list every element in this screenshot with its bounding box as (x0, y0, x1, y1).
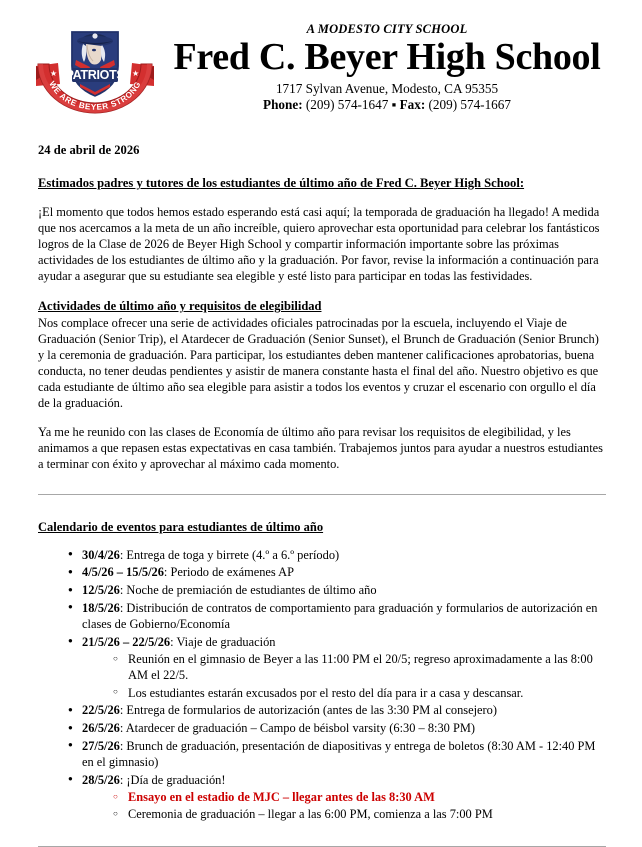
letter-salutation: Estimados padres y tutores de los estudiantes de último año de Fred C. Beyer High School: (38, 176, 525, 191)
fax-value: (209) 574-1667 (428, 97, 511, 113)
fax-label: Fax: (399, 97, 426, 113)
event-date: 12/5/26 (82, 583, 120, 598)
event-item (68, 582, 606, 598)
eligibility-section-heading: Actividades de último año y requisitos de elegibilidad (38, 299, 322, 314)
star-left-icon: ★ (50, 69, 58, 78)
event-description: : ¡Día de graduación! (119, 772, 226, 787)
event-date: 22/5/26 (82, 703, 120, 718)
event-sub-item: ○ Ensayo en el estadio de MJC – llegar antes de las 8:30 AM (113, 789, 606, 805)
patriots-logo-icon (30, 14, 160, 122)
event-sub-item: ○ Reunión en el gimnasio de Beyer a las 11:00 PM el 20/5; regreso aproximadamente a las 8:00 AM el 22/5. (113, 651, 606, 684)
event-description: : Viaje de graduación (170, 634, 276, 649)
calendar-heading: Calendario de eventos para estudiantes de último año (38, 519, 324, 534)
event-item (68, 738, 606, 771)
event-item (68, 772, 606, 823)
event-item (68, 600, 606, 633)
event-date: 28/5/26 (82, 772, 120, 787)
logo-banner-text: WE ARE BEYER STRONG (47, 79, 143, 112)
school-address-block (160, 81, 614, 115)
event-item (68, 547, 606, 563)
event-date: 30/4/26 (82, 547, 120, 562)
event-description: : Atardecer de graduación – Campo de béisbol varsity (6:30 – 8:30 PM) (119, 721, 475, 736)
logo-shield-text: PATRIOTS (65, 68, 125, 82)
contact-separator: ▪ (391, 97, 397, 113)
event-sub-item: ○ Ceremonia de graduación – llegar a las 6:00 PM, comienza a las 7:00 PM (113, 806, 606, 822)
events-list (38, 547, 606, 823)
event-item (68, 702, 606, 718)
event-description: : Distribución de contratos de comportamiento para graduación y formularios de autorización en clases de Gobierno/Economía (82, 600, 598, 632)
school-logo (30, 14, 160, 122)
event-description: : Entrega de toga y birrete (4.º a 6.º período) (119, 547, 340, 562)
event-description: : Entrega de formularios de autorización (antes de las 3:30 PM al consejero) (119, 703, 497, 718)
event-date: 4/5/26 – 15/5/26 (82, 565, 164, 580)
street-address: 1717 Sylvan Avenue, Modesto, CA 95355 (275, 80, 499, 96)
school-name-title: Fred C. Beyer High School (173, 36, 601, 78)
contact-line (160, 97, 614, 114)
star-right-icon: ★ (132, 69, 140, 78)
closing-paragraph: Ya me he reunido con las clases de Economía de último año para revisar los requisitos de elegibilidad, y les animamos a que repasen estas expectativas en casa también. Trabajemos juntos para ayudar a nuestros estudiantes a terminar con éxito y aprovechar al máximo cada momento. (38, 424, 603, 471)
event-item (68, 720, 606, 736)
letter-body (0, 142, 642, 847)
event-date: 27/5/26 (82, 738, 120, 753)
event-sub-item: ○ Los estudiantes estarán excusados por el resto del día para ir a casa y descansar. (113, 685, 606, 701)
event-description: : Brunch de graduación, presentación de diapositivas y entrega de boletos (8:30 AM - 12:40 PM en el gimnasio) (82, 738, 596, 770)
event-sub-list (82, 651, 606, 701)
intro-paragraph: ¡El momento que todos hemos estado esperando está casi aquí; la temporada de graduación ha llegado! A medida que nos acercamos a la meta de un año increíble, quiero aprovechar esta oportunidad para celebrar los fantásticos logros de la Clase de 2026 de Beyer High School y compartir información importante sobre las próximas actividades de los estudiantes de último año y la graduación. Por favor, revise la información a continuación para ayudar a asegurar que su estudiante sea elegible y esté listo para participar en todas las festividades. (38, 205, 600, 284)
event-item (68, 564, 606, 580)
phone-label: Phone: (263, 97, 303, 113)
event-description: : Periodo de exámenes AP (163, 565, 294, 580)
eligibility-paragraph: Nos complace ofrecer una serie de actividades oficiales patrocinadas por la escuela, incluyendo el Viaje de Graduación (Senior Trip), el Atardecer de Graduación (Senior Sunset), el Brunch de Graduación (Senior Brunch) y la ceremonia de graduación. Para participar, los estudiantes deben mantener calificaciones aprobatorias, buena conducta, no tener deudas pendientes y asistir de manera constante hasta el final del año. Nuestro objetivo es que cada estudiante de último año sea elegible para asistir a todos los eventos y cruzar el escenario con orgullo el día de la graduación. (38, 315, 599, 410)
event-description: : Noche de premiación de estudiantes de último año (119, 583, 377, 598)
letter-date: 24 de abril de 2026 (38, 143, 140, 157)
event-item (68, 634, 606, 701)
event-date: 26/5/26 (82, 721, 120, 736)
district-eyebrow: A MODESTO CITY SCHOOL (306, 22, 468, 36)
divider-top (38, 494, 606, 495)
event-date: 18/5/26 (82, 600, 120, 615)
letterhead (0, 0, 642, 122)
phone-value: (209) 574-1647 (305, 97, 389, 113)
event-date: 21/5/26 – 22/5/26 (82, 634, 171, 649)
letterhead-text (160, 14, 620, 114)
event-sub-list (82, 789, 606, 823)
